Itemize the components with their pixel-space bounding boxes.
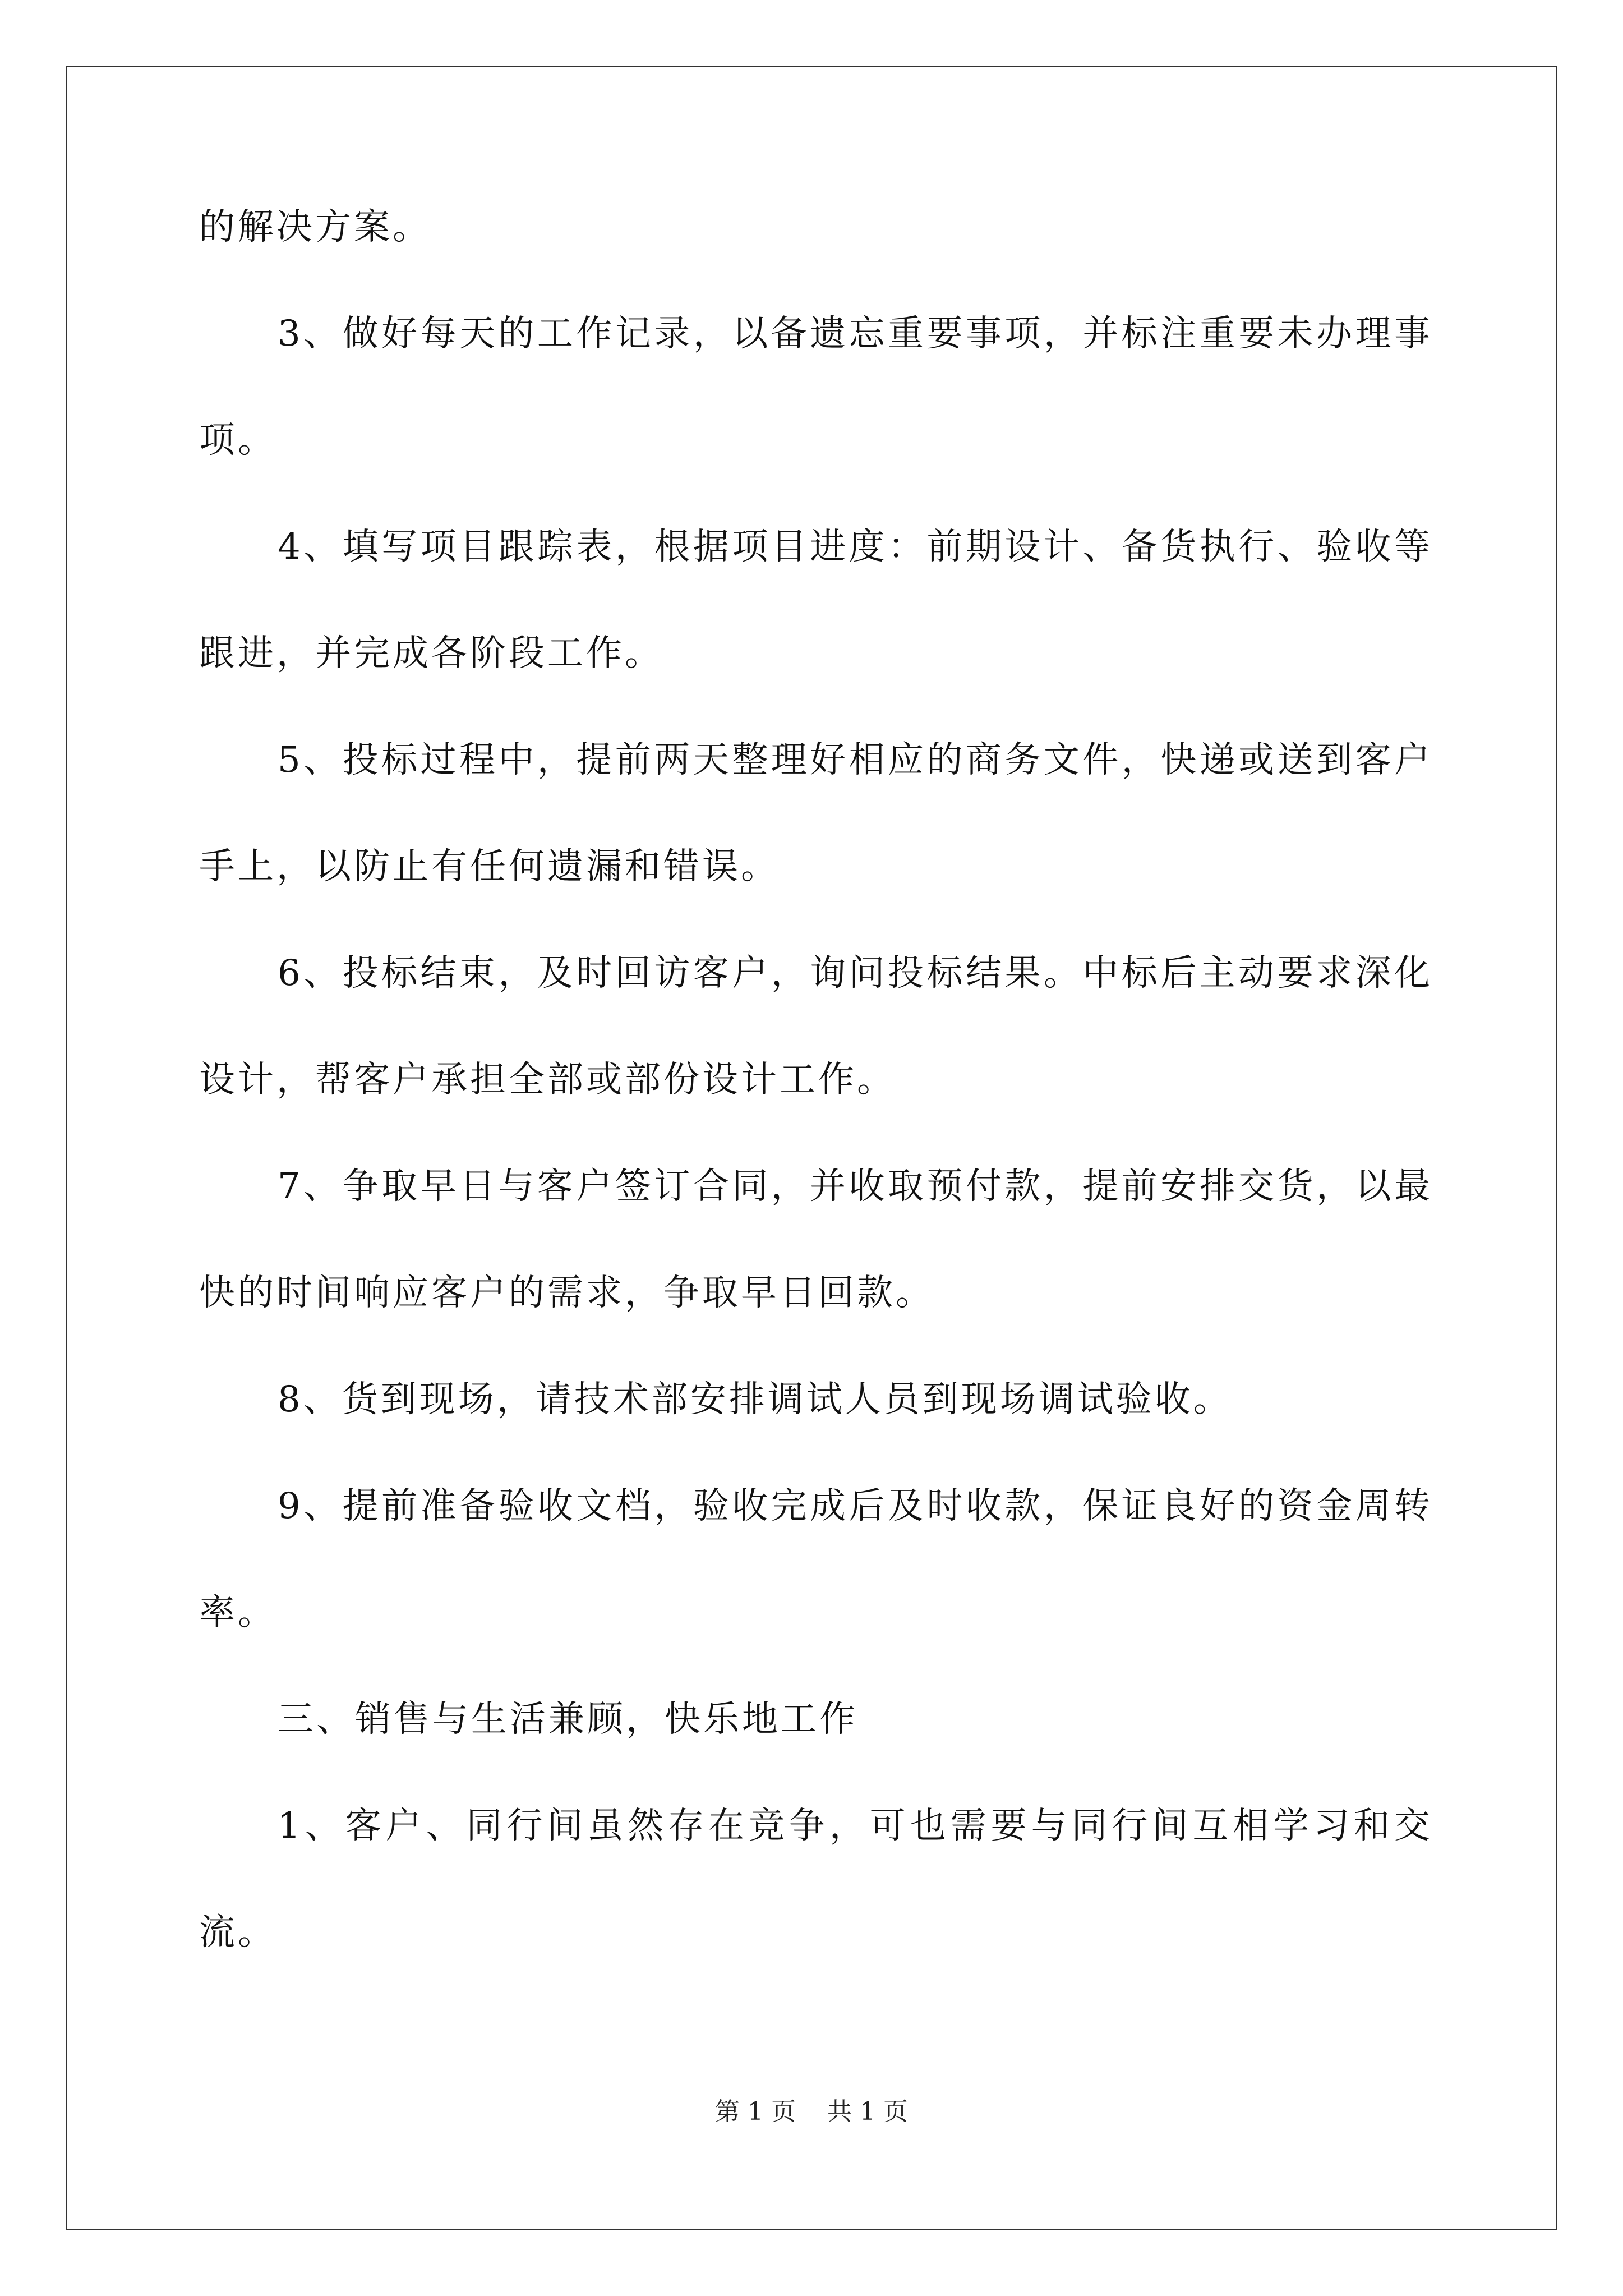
paragraph-item-8: 8、货到现场，请技术部安排调试人员到现场调试验收。 <box>278 1379 1232 1420</box>
paragraph-continuation: 的解决方案。 <box>199 206 431 248</box>
paragraph-item-9: 9、提前准备验收文档，验收完成后及时收款，保证良好的资金周转率。 <box>199 1485 1433 1634</box>
paragraph-item-6: 6、投标结束，及时回访客户，询问投标结果。中标后主动要求深化设计，帮客户承担全部或部份设计工作。 <box>199 953 1433 1101</box>
paragraph-item-5: 5、投标过程中，提前两天整理好相应的商务文件，快递或送到客户手上，以防止有任何遗漏和错误。 <box>199 739 1433 887</box>
section-heading: 三、销售与生活兼顾，快乐地工作 <box>278 1699 858 1740</box>
paragraph-item-4: 4、填写项目跟踪表，根据项目进度：前期设计、备货执行、验收等跟进，并完成各阶段工作。 <box>199 526 1433 674</box>
document-body <box>199 174 1433 1986</box>
paragraph-item-7: 7、争取早日与客户签订合同，并收取预付款，提前安排交货，以最快的时间响应客户的需求，争取早日回款。 <box>199 1166 1433 1314</box>
paragraph-item-1: 1、客户、同行间虽然存在竞争，可也需要与同行间互相学习和交流。 <box>199 1805 1433 1953</box>
paragraph-item-3: 3、做好每天的工作记录，以备遗忘重要事项，并标注重要未办理事项。 <box>199 313 1433 461</box>
page-footer: 第 1 页 共 1 页 <box>715 2097 908 2126</box>
